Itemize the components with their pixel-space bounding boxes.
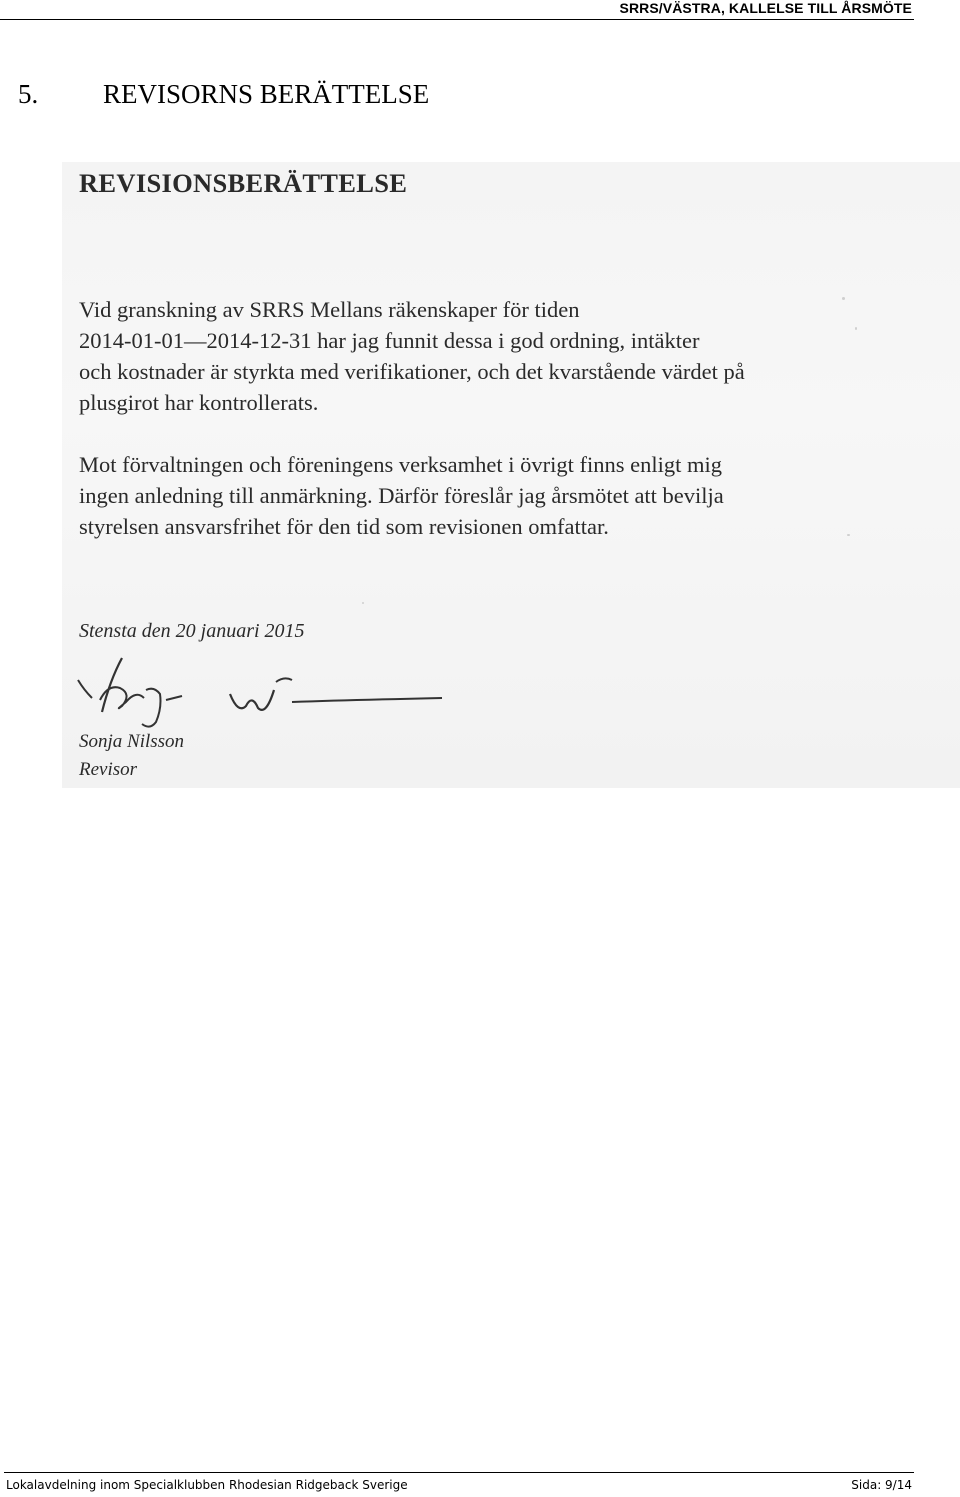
scan-speck: [855, 327, 857, 330]
section-title: REVISORNS BERÄTTELSE: [103, 79, 430, 109]
footer-divider: [4, 1472, 914, 1473]
section-number: 5.: [18, 79, 39, 109]
section-heading: [18, 78, 429, 110]
report-line: 2014-01-01—2014-12-31 har jag funnit dessa i god ordning, intäkter: [79, 328, 700, 353]
page-footer: [0, 1472, 960, 1497]
running-header: [0, 0, 960, 20]
signer-block: [79, 728, 184, 784]
scan-speck: [842, 297, 845, 300]
report-line: styrelsen ansvarsfrihet för den tid som revisionen omfattar.: [79, 514, 609, 539]
report-paragraph-2: [79, 449, 724, 542]
place-and-date: Stensta den 20 januari 2015: [79, 620, 305, 642]
report-title: REVISIONSBERÄTTELSE: [79, 168, 408, 198]
report-line: Vid granskning av SRRS Mellans räkenskaper för tiden: [79, 297, 580, 322]
report-line: plusgirot har kontrollerats.: [79, 390, 319, 415]
handwritten-signature: [70, 650, 450, 730]
page-number: Sida: 9/14: [851, 1478, 912, 1492]
signer-name: Sonja Nilsson: [79, 731, 185, 752]
scan-speck: [847, 534, 850, 536]
scanned-audit-report: [62, 162, 960, 788]
scan-speck: [362, 602, 364, 604]
report-paragraph-1: [79, 294, 745, 418]
report-line: ingen anledning till anmärkning. Därför föreslår jag årsmötet att bevilja: [79, 483, 724, 508]
signer-role: Revisor: [79, 759, 138, 780]
report-line: Mot förvaltningen och föreningens verksamhet i övrigt finns enligt mig: [79, 452, 722, 477]
footer-organization: Lokalavdelning inom Specialklubben Rhodesian Ridgeback Sverige: [6, 1478, 408, 1492]
document-header-title: SRRS/VÄSTRA, KALLELSE TILL ÅRSMÖTE: [619, 0, 912, 16]
report-line: och kostnader är styrkta med verifikationer, och det kvarstående värdet på: [79, 359, 745, 384]
header-divider: [0, 19, 914, 20]
